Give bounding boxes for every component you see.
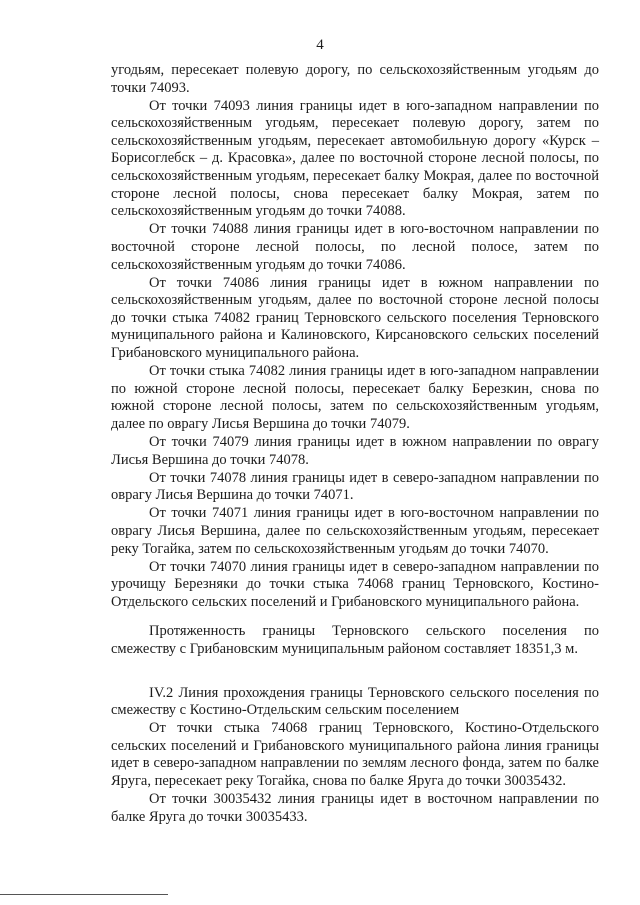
section-heading: IV.2 Линия прохождения границы Терновского сельского поселения по смежеству с Костино-Отдельским сельским поселением <box>111 684 599 719</box>
paragraph: От точки стыка 74068 границ Терновского, Костино-Отдельского сельских поселений и Грибановского муниципального района линия границы идет в северо-западном направлении по землям лесного фонда, затем по балке Яруга, пересекает реку Тогайка, снова по балке Яруга до точки 30035432. <box>111 720 599 790</box>
paragraph: От точки 74086 линия границы идет в южном направлении по сельскохозяйственным угодьям, далее по восточной стороне лесной полосы до точки стыка 74082 границ Терновского сельского поселения Терновского муниципального района и Калиновского, Кирсановского сельских поселений Грибановского муниципального района. <box>111 274 599 361</box>
paragraph: От точки 74079 линия границы идет в южном направлении по оврагу Лисья Вершина до точки 74078. <box>111 433 599 468</box>
paragraph: От точки 74070 линия границы идет в северо-западном направлении по урочищу Березняки до точки стыка 74068 границ Терновского, Костино-Отдельского сельских поселений и Грибановского муниципального района. <box>111 558 599 610</box>
paragraph: От точки стыка 74082 линия границы идет в юго-западном направлении по южной стороне лесной полосы, пересекает балку Березкин, снова по южной стороне лесной полосы, затем по сельскохозяйственным угодьям, далее по оврагу Лисья Вершина до точки 74079. <box>111 363 599 432</box>
footer-divider <box>0 894 168 895</box>
paragraph: От точки 30035432 линия границы идет в восточном направлении по балке Яруга до точки 30035433. <box>111 791 599 825</box>
paragraph: От точки 74071 линия границы идет в юго-восточном направлении по оврагу Лисья Вершина, далее по сельскохозяйственным угодьям, пересекает реку Тогайка, затем по сельскохозяйственным угодьям до точки 74070. <box>111 505 599 557</box>
page-number: 4 <box>316 37 324 53</box>
document-body <box>111 62 599 826</box>
paragraph: От точки 74078 линия границы идет в северо-западном направлении по оврагу Лисья Вершина до точки 74071. <box>111 469 599 504</box>
paragraph-continuation: угодьям, пересекает полевую дорогу, по сельскохозяйственным угодьям до точки 74093. <box>111 62 599 96</box>
paragraph: От точки 74093 линия границы идет в юго-западном направлении по сельскохозяйственным угодьям, пересекает полевую дорогу, затем по сельскохозяйственным угодьям, пересекает автомобильную дорогу «Курск – Борисоглебск – д. Красовка», далее по восточной стороне лесной полосы, по сельскохозяйственным угодьям, пересекает балку Мокрая, далее по восточной стороне лесной полосы, снова пересекает балку Мокрая, затем по сельскохозяйственным угодьям до точки 74088. <box>111 97 599 220</box>
paragraph-length-summary: Протяженность границы Терновского сельского поселения по смежеству с Грибановским муниципальным районом составляет 18351,3 м. <box>111 623 599 657</box>
paragraph: От точки 74088 линия границы идет в юго-восточном направлении по восточной стороне лесной полосы, по лесной полосе, затем по сельскохозяйственным угодьям до точки 74086. <box>111 221 599 273</box>
